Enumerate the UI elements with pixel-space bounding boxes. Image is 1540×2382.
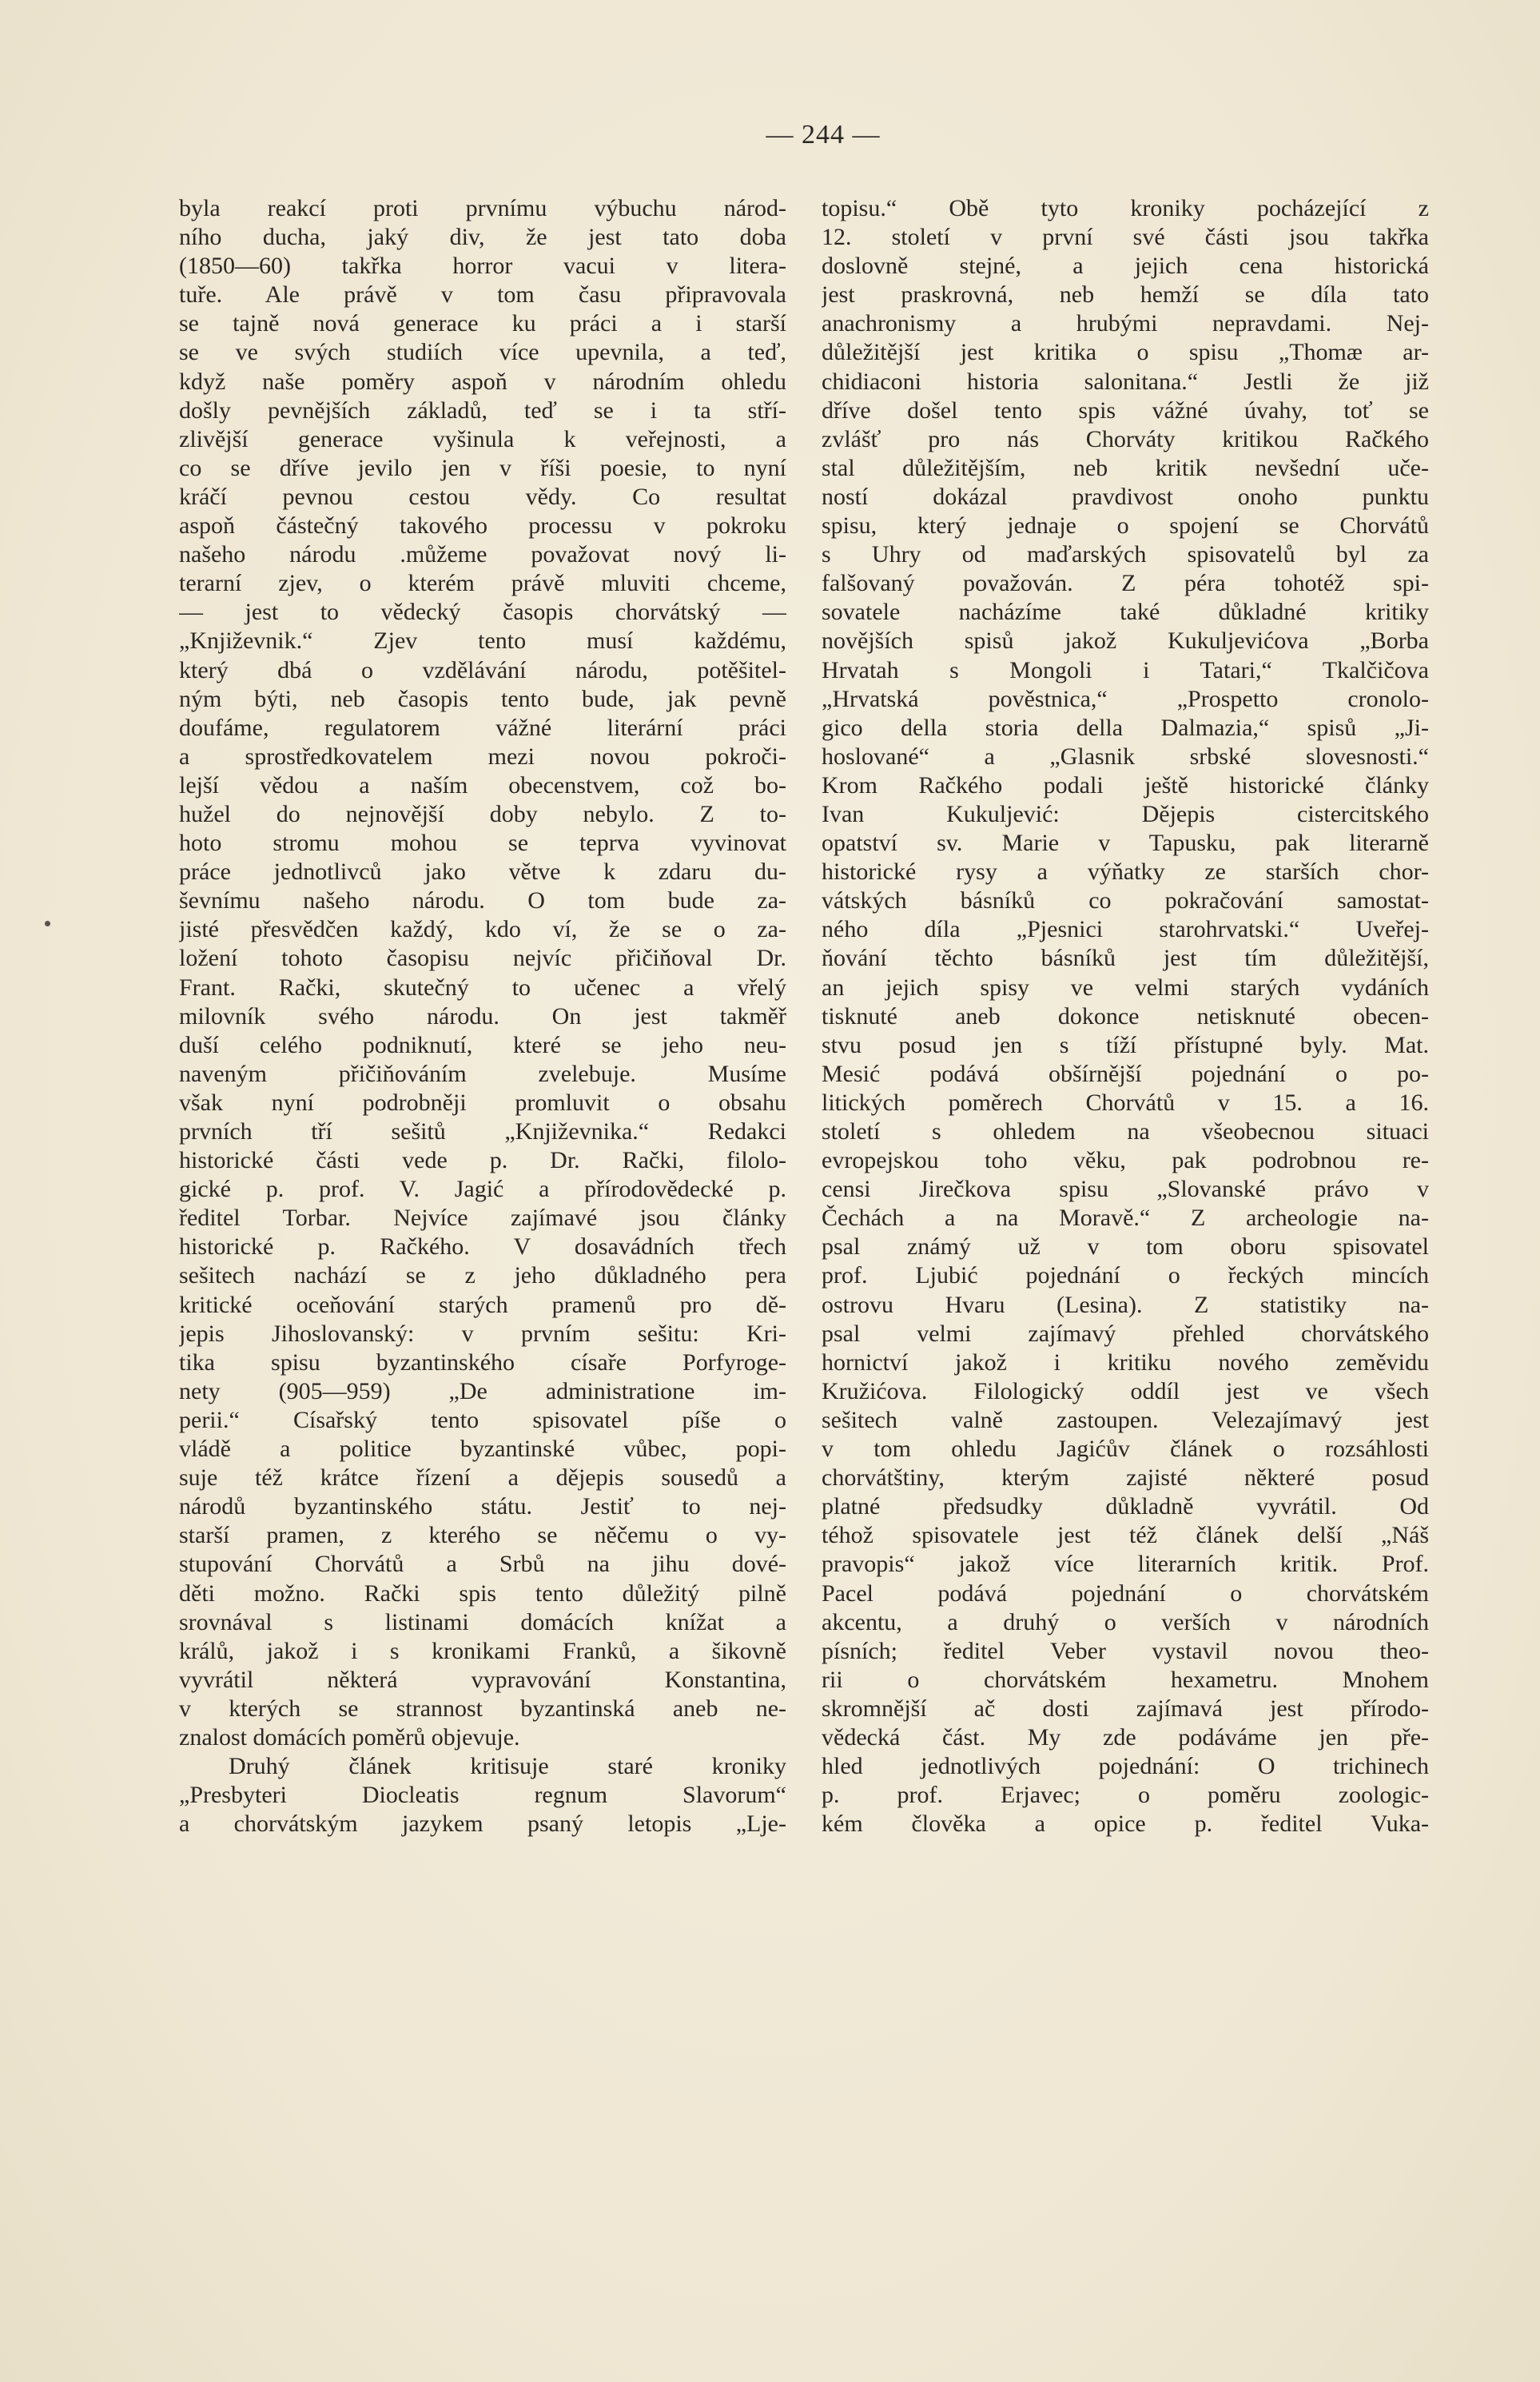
text-line: — jest to vědecký časopis chorvátský — <box>179 599 786 626</box>
text-line: Pacel podává pojednání o chorvátském <box>822 1579 1429 1607</box>
text-line: sešitech nachází se z jeho důkladného pera <box>179 1262 786 1289</box>
text-line: ostrovu Hvaru (Lesina). Z statistiky na- <box>822 1291 1429 1318</box>
text-line: prvních tří sešitů „Književnika.“ Redakci <box>179 1118 786 1145</box>
text-line: pravopis“ jakož více literarních kritik. Prof. <box>822 1551 1429 1578</box>
left-column <box>179 194 786 1838</box>
text-line: an jejich spisy ve velmi starých vydáních <box>822 974 1429 1001</box>
text-line: tisknuté aneb dokonce netisknuté obecen- <box>822 1002 1429 1030</box>
text-line: kém člověka a opice p. ředitel Vuka- <box>822 1810 1429 1838</box>
text-line: naveným přičiňováním zvelebuje. Musíme <box>179 1060 786 1087</box>
text-line: „Presbyteri Diocleatis regnum Slavorum“ <box>179 1782 786 1809</box>
text-line: topisu.“ Obě tyto kroniky pocházející z <box>822 195 1429 221</box>
text-line: „Hrvatská pověstnica,“ „Prospetto cronolo- <box>822 685 1429 712</box>
text-line: zvlášť pro nás Chorváty kritikou Račkého <box>822 425 1429 452</box>
text-line: srovnával s listinami domácích knížat a <box>179 1608 786 1635</box>
text-line: nety (905—959) „De administratione im- <box>179 1377 786 1404</box>
paper-speck <box>45 921 50 926</box>
text-line: co se dříve jevilo jen v říši poesie, to nyní <box>179 454 786 481</box>
text-line: milovník svého národu. On jest takměř <box>179 1002 786 1030</box>
text-line: který dbá o vzdělávání národu, potěšitel- <box>179 656 786 683</box>
text-line: došly pevnějších základů, teď se i ta stří- <box>179 396 786 424</box>
text-line: dříve došel tento spis vážné úvahy, toť se <box>822 396 1429 424</box>
text-line: písních; ředitel Veber vystavil novou theo- <box>822 1637 1429 1664</box>
text-line: (1850—60) takřka horror vacui v litera- <box>179 253 786 280</box>
text-line: hled jednotlivých pojednání: O trichinech <box>822 1753 1429 1780</box>
text-line: anachronismy a hrubými nepravdami. Nej- <box>822 310 1429 337</box>
right-column <box>822 194 1429 1838</box>
text-line: sovatele nacházíme také důkladné kritiky <box>822 599 1429 626</box>
text-line: tuře. Ale právě v tom času připravovala <box>179 281 786 309</box>
page-number: — 244 — <box>766 120 881 149</box>
text-line: skromnější ač dosti zajímavá jest přírodo- <box>822 1695 1429 1722</box>
text-line: se tajně nová generace ku práci a i starší <box>179 310 786 337</box>
text-line: stvu posud jen s tíží přístupné byly. Mat. <box>822 1031 1429 1058</box>
text-line: ševnímu našeho národu. O tom bude za- <box>179 887 786 914</box>
text-line: 12. století v první své části jsou takřka <box>822 224 1429 251</box>
text-line: „Književnik.“ Zjev tento musí každému, <box>179 627 786 655</box>
text-line: Krom Račkého podali ještě historické články <box>822 771 1429 799</box>
text-line: ního ducha, jaký div, že jest tato doba <box>179 224 786 251</box>
text-line: spisu, který jednaje o spojení se Chorvátů <box>822 512 1429 540</box>
text-line: jest praskrovná, neb hemží se díla tato <box>822 281 1429 309</box>
text-line: gické p. prof. V. Jagić a přírodovědecké p. <box>179 1176 786 1203</box>
text-line: národů byzantinského státu. Jestiť to nej- <box>179 1493 786 1520</box>
text-line: důležitější jest kritika o spisu „Thomæ ar- <box>822 339 1429 366</box>
text-line: lejší vědou a naším obecenstvem, což bo- <box>179 771 786 799</box>
text-line: opatství sv. Marie v Tapusku, pak literarně <box>822 830 1429 857</box>
text-line: stal důležitějším, neb kritik nevšední uče- <box>822 454 1429 481</box>
text-line: téhož spisovatele jest též článek delší „Náš <box>822 1522 1429 1549</box>
text-line: tika spisu byzantinského císaře Porfyroge- <box>179 1348 786 1376</box>
text-line: hoto stromu mohou se teprva vyvinovat <box>179 830 786 857</box>
text-line: v tom ohledu Jagićův článek o rozsáhlosti <box>822 1436 1429 1463</box>
text-line: Čechách a na Moravě.“ Z archeologie na- <box>822 1205 1429 1232</box>
text-line: hornictví jakož i kritiku nového zeměvidu <box>822 1348 1429 1376</box>
text-line: historické p. Račkého. V dosavádních třech <box>179 1233 786 1261</box>
text-line: vládě a politice byzantinské vůbec, popi- <box>179 1436 786 1463</box>
text-line: suje též krátce řízení a dějepis sousedů a <box>179 1464 786 1492</box>
text-line: práce jednotlivců jako větve k zdaru du- <box>179 858 786 886</box>
text-line: a chorvátským jazykem psaný letopis „Lje- <box>179 1810 786 1838</box>
text-line: gico della storia della Dalmazia,“ spisů „Ji- <box>822 714 1429 741</box>
text-line: kritické oceňování starých pramenů pro dě- <box>179 1291 786 1318</box>
text-line: však nyní podrobněji promluvit o obsahu <box>179 1089 786 1116</box>
text-line: ňování těchto básníků jest tím důležitější, <box>822 945 1429 972</box>
text-line: se ve svých studiích více upevnila, a teď, <box>179 339 786 366</box>
text-line: Kružićova. Filologický oddíl jest ve všech <box>822 1377 1429 1404</box>
text-line: byla reakcí proti prvnímu výbuchu národ- <box>179 195 786 221</box>
text-line: terarní zjev, o kterém právě mluviti chceme, <box>179 570 786 597</box>
text-line: sešitech valně zastoupen. Velezajímavý jest <box>822 1406 1429 1433</box>
text-line: vědecká část. My zde podáváme jen pře- <box>822 1723 1429 1751</box>
text-line: evropejskou toho věku, pak podrobnou re- <box>822 1147 1429 1174</box>
text-line: rii o chorvátském hexametru. Mnohem <box>822 1666 1429 1693</box>
text-line: ložení tohoto časopisu nejvíc přičiňoval Dr. <box>179 945 786 972</box>
text-line: ředitel Torbar. Nejvíce zajímavé jsou články <box>179 1205 786 1232</box>
text-line: zlivější generace vyšinula k veřejnosti, a <box>179 425 786 452</box>
text-line: perii.“ Císařský tento spisovatel píše o <box>179 1406 786 1433</box>
text-line: novějších spisů jakož Kukuljevićova „Borba <box>822 627 1429 655</box>
text-line: litických poměrech Chorvátů v 15. a 16. <box>822 1089 1429 1116</box>
text-line: chorvátštiny, kterým zajisté některé posud <box>822 1464 1429 1492</box>
text-line: Hrvatah s Mongoli i Tatari,“ Tkalčičova <box>822 656 1429 683</box>
text-line: psal známý už v tom oboru spisovatel <box>822 1233 1429 1261</box>
text-line: hoslované“ a „Glasnik srbské slovesnosti.“ <box>822 743 1429 770</box>
text-line: chidiaconi historia salonitana.“ Jestli že již <box>822 368 1429 395</box>
text-line: když naše poměry aspoň v národním ohledu <box>179 368 786 395</box>
text-line: historické části vede p. Dr. Rački, filolo- <box>179 1147 786 1174</box>
text-line: platné předsudky důkladně vyvrátil. Od <box>822 1493 1429 1520</box>
text-line: akcentu, a druhý o verších v národních <box>822 1608 1429 1635</box>
text-line: jisté přesvědčen každý, kdo ví, že se o za- <box>179 916 786 943</box>
text-line: p. prof. Erjavec; o poměru zoologic- <box>822 1782 1429 1809</box>
text-line: psal velmi zajímavý přehled chorvátského <box>822 1320 1429 1347</box>
text-line: doslovně stejné, a jejich cena historická <box>822 253 1429 280</box>
text-line: vátských básníků co pokračování samostat- <box>822 887 1429 914</box>
text-line: ností dokázal pravdivost onoho punktu <box>822 483 1429 510</box>
text-line: znalost domácích poměrů objevuje. <box>179 1723 520 1751</box>
text-line: vyvrátil některá vypravování Konstantina, <box>179 1666 786 1693</box>
text-line: s Uhry od maďarských spisovatelů byl za <box>822 541 1429 568</box>
text-line: Frant. Rački, skutečný to učenec a vřelý <box>179 974 786 1001</box>
text-line: doufáme, regulatorem vážné literární práci <box>179 714 786 741</box>
text-line: historické rysy a výňatky ze starších chor- <box>822 858 1429 886</box>
text-line: Druhý článek kritisuje staré kroniky <box>229 1753 786 1780</box>
text-line: našeho národu .můžeme považovat nový li- <box>179 541 786 568</box>
text-line: starší pramen, z kterého se něčemu o vy- <box>179 1522 786 1549</box>
text-line: stupování Chorvátů a Srbů na jihu dové- <box>179 1551 786 1578</box>
text-line: falšovaný považován. Z péra tohotéž spi- <box>822 570 1429 597</box>
text-line: censi Jirečkova spisu „Slovanské právo v <box>822 1176 1429 1203</box>
text-line: hužel do nejnovější doby nebylo. Z to- <box>179 800 786 827</box>
text-line: děti možno. Rački spis tento důležitý pilně <box>179 1579 786 1607</box>
text-line: Mesić podává obšírnější pojednání o po- <box>822 1060 1429 1087</box>
text-line: prof. Ljubić pojednání o řeckých mincích <box>822 1262 1429 1289</box>
text-line: Ivan Kukuljević: Dějepis cistercitského <box>822 800 1429 827</box>
text-line: králů, jakož i s kronikami Franků, a šikovně <box>179 1637 786 1664</box>
text-line: aspoň částečný takového processu v pokroku <box>179 512 786 540</box>
text-line: ným býti, neb časopis tento bude, jak pevně <box>179 685 786 712</box>
text-line: kráčí pevnou cestou vědy. Co resultat <box>179 483 786 510</box>
text-line: jepis Jihoslovanský: v prvním sešitu: Kri- <box>179 1320 786 1347</box>
text-line: a sprostředkovatelem mezi novou pokroči- <box>179 743 786 770</box>
text-line: duší celého podniknutí, které se jeho neu- <box>179 1031 786 1058</box>
text-line: století s ohledem na všeobecnou situaci <box>822 1118 1429 1145</box>
text-line: v kterých se strannost byzantinská aneb ne- <box>179 1695 786 1722</box>
text-line: ného díla „Pjesnici starohrvatski.“ Uveřej- <box>822 916 1429 943</box>
